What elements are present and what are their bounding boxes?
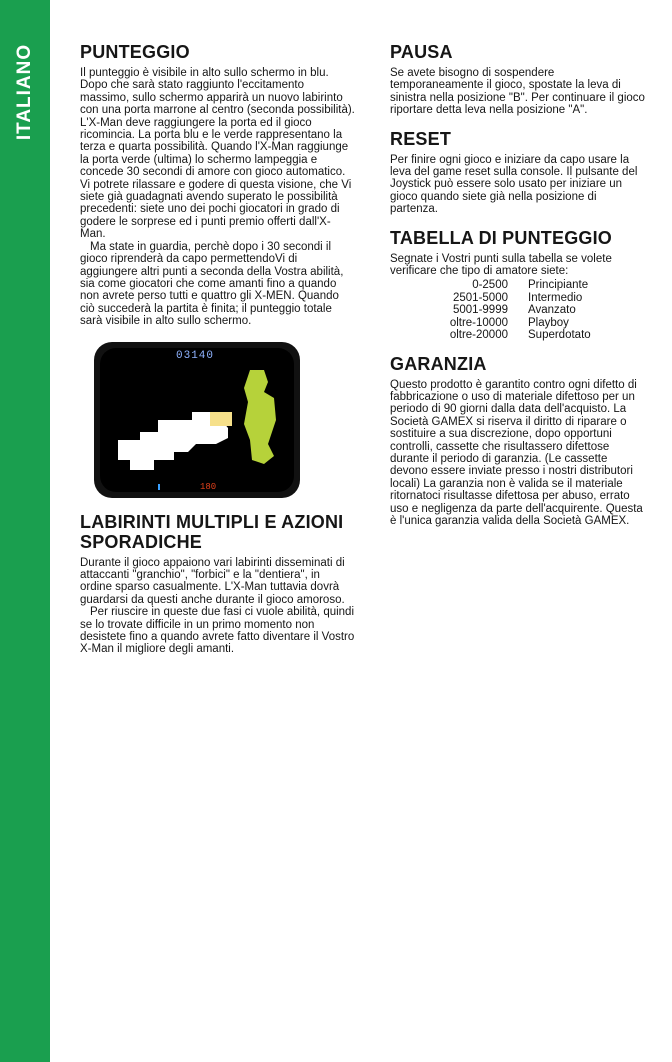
section-garanzia: [390, 354, 645, 528]
garanzia-title: GARANZIA: [390, 353, 487, 374]
score-level: Principiante: [528, 279, 589, 292]
table-row: [390, 317, 591, 329]
score-level: Avanzato: [528, 304, 576, 317]
game-screen: [100, 348, 294, 492]
tabella-intro: Segnate i Vostri punti sulla tabella se volete verificare che tipo di amatore siete:: [390, 252, 612, 278]
punteggio-paragraph-2: Ma state in guardia, perchè dopo i 30 secondi il gioco riprenderà da capo permettendoVi di aggiungere altri punti a seconda della Vostra abilità, sia come giocatori che come amanti fino a quando non avrete perso tutti e quattro gli X-MEN. Quando ciò succederà la partita è finita; il punteggio totale sarà visibile in alto sullo schermo.: [80, 240, 344, 328]
green-figure: [244, 370, 276, 464]
language-label-box: [0, 0, 50, 160]
score-range: 0-2500: [472, 279, 508, 292]
labirinti-title: LABIRINTI MULTIPLI E AZIONI SPORADICHE: [80, 511, 344, 552]
game-timer: 180: [200, 481, 217, 492]
reset-paragraph: Per finire ogni gioco e iniziare da capo usare la leva del game reset sulla console. Il pulsante del Joystick può essere solo usato per iniziare un gioco quando siete già nella posizione di partenza.: [390, 153, 638, 216]
score-table: [390, 279, 591, 341]
language-label: ITALIANO: [14, 43, 35, 141]
status-bar: [158, 484, 160, 490]
table-row: [390, 279, 591, 291]
score-range: 5001-9999: [453, 304, 508, 317]
garanzia-paragraph: Questo prodotto è garantito contro ogni difetto di fabbricazione o uso di materiale difettoso per un periodo di 90 giorni dalla data dell'acquisto. La Società GAMEX si riserva il diritto di riparare o sostituire a sua discrezione, dopo opportuni controlli, cassette che risultassero difettose durante il periodo di garanzia. (Le cassette devono essere inviate presso i nostri distributori locali) La garanzia non è valida se il materiale ritornatoci risultasse difettosa per abuso, errato uso e negligenza da parte dell'acquirente. Questa è l'unica garanzia valida della Società GAMEX.: [390, 378, 643, 527]
labirinti-paragraph-1: Durante il gioco appaiono vari labirinti disseminati di attaccanti "granchio", "forbici" e la "dentiera", in ordine sparso casualmente. L'X-Man tuttavia dovrà guardarsi da questi anche durante il gioco amoroso.: [80, 556, 345, 606]
section-pausa: [390, 42, 645, 117]
score-level: Playboy: [528, 316, 569, 329]
table-row: [390, 329, 591, 341]
section-tabella: [390, 228, 645, 342]
pausa-paragraph: Se avete bisogno di sospendere temporaneamente il gioco, spostate la leva di sinistra nella posizione "B". Per continuare il gioco riportare detta leva nella posizione "A".: [390, 67, 645, 117]
left-column: [80, 42, 355, 668]
pausa-title: PAUSA: [390, 42, 453, 62]
game-score: 03140: [176, 349, 215, 362]
tabella-title: TABELLA DI PUNTEGGIO: [390, 227, 612, 248]
score-range: oltre-10000: [449, 316, 508, 329]
punteggio-title: PUNTEGGIO: [80, 42, 190, 62]
section-punteggio: [80, 42, 355, 328]
score-level: Superdotato: [528, 329, 591, 342]
score-level: Intermedio: [528, 291, 583, 304]
section-labirinti: [80, 512, 355, 656]
reset-title: RESET: [390, 128, 452, 149]
right-column: [390, 42, 645, 539]
punteggio-paragraph-1: Il punteggio è visibile in alto sullo schermo in blu. Dopo che sarà stato raggiunto l'eccitamento massimo, sullo schermo apparirà un nuovo labirinto con una porta marrone al centro (seconda possibilità). L'X-Man deve raggiungere la porta ed il gioco ricomincia. La porta blu e le verde rappresentano la terza e quarta possibilità. Quando l'X-Man raggiunge la porta verde (ultima) lo schermo lampeggia e concede 30 secondi di amore con gioco automatico. Vi potrete rilassare e godere di questa visione, che Vi siete già guadagnati avendo superato le possibilità precedenti: siete uno dei pochi giocatori in grado di godere le sorprese ed i punti premio offerti dall'X-Man.: [80, 67, 355, 241]
game-characters-graphic: [100, 348, 294, 492]
section-reset: [390, 129, 645, 216]
score-range: oltre-20000: [449, 329, 508, 342]
table-row: [390, 292, 591, 304]
labirinti-paragraph-2: Per riuscire in queste due fasi ci vuole abilità, quindi se lo trovate difficile in un primo momento non desistete fino a quando avrete fatto diventare il Vostro X-Man il migliore degli amanti.: [80, 606, 355, 656]
score-range: 2501-5000: [453, 291, 508, 304]
game-screenshot: [94, 342, 300, 498]
language-sidebar: [0, 0, 50, 1062]
table-row: [390, 304, 591, 316]
xman-figure-hair: [210, 412, 232, 426]
